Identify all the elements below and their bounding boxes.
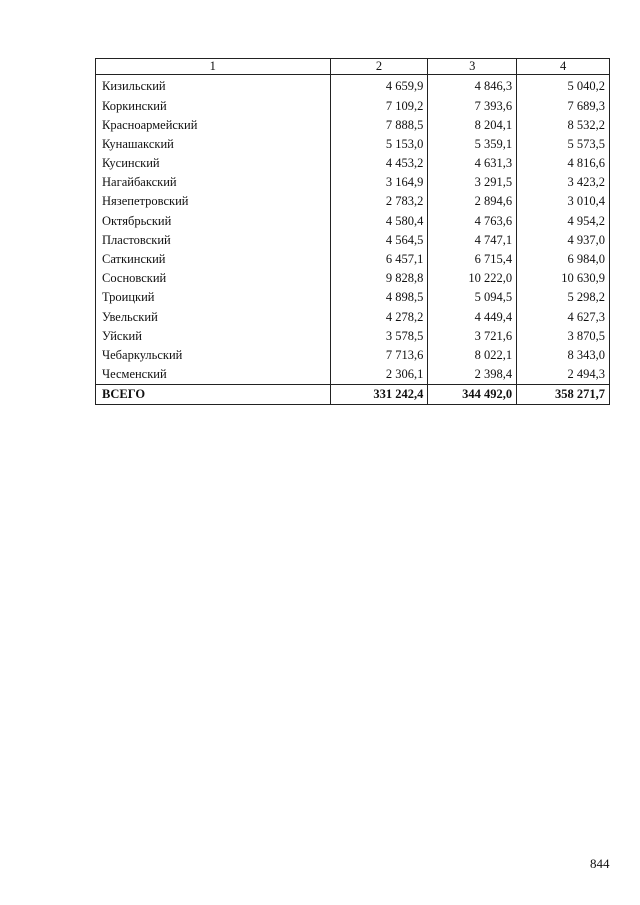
district-name-cell: Красноармейский [96,115,331,134]
value-col3-cell: 4 846,3 [428,75,517,97]
value-col3-cell: 4 747,1 [428,231,517,250]
table-row [96,250,610,269]
district-name-cell: Саткинский [96,250,331,269]
value-col2-cell: 4 453,2 [330,154,428,173]
value-col4-cell: 4 816,6 [517,154,610,173]
district-name-cell: Пластовский [96,231,331,250]
value-col4-cell: 4 937,0 [517,231,610,250]
total-row [96,385,610,405]
column-header-4: 4 [517,59,610,75]
value-col4-cell: 5 298,2 [517,288,610,307]
total-col2-cell: 331 242,4 [330,385,428,405]
table-row [96,288,610,307]
value-col3-cell: 4 631,3 [428,154,517,173]
table-row [96,173,610,192]
value-col3-cell: 3 721,6 [428,326,517,345]
value-col3-cell: 2 398,4 [428,365,517,385]
district-name-cell: Сосновский [96,269,331,288]
value-col3-cell: 7 393,6 [428,96,517,115]
value-col2-cell: 5 153,0 [330,135,428,154]
value-col2-cell: 9 828,8 [330,269,428,288]
table-row [96,346,610,365]
total-col3-cell: 344 492,0 [428,385,517,405]
value-col2-cell: 6 457,1 [330,250,428,269]
district-name-cell: Чесменский [96,365,331,385]
value-col3-cell: 5 359,1 [428,135,517,154]
value-col2-cell: 4 564,5 [330,231,428,250]
district-name-cell: Коркинский [96,96,331,115]
district-name-cell: Октябрьский [96,211,331,230]
value-col2-cell: 2 783,2 [330,192,428,211]
value-col3-cell: 4 449,4 [428,307,517,326]
value-col2-cell: 3 578,5 [330,326,428,345]
value-col3-cell: 4 763,6 [428,211,517,230]
value-col3-cell: 8 204,1 [428,115,517,134]
value-col4-cell: 5 040,2 [517,75,610,97]
district-name-cell: Уйский [96,326,331,345]
value-col4-cell: 4 627,3 [517,307,610,326]
value-col3-cell: 8 022,1 [428,346,517,365]
district-name-cell: Троицкий [96,288,331,307]
value-col4-cell: 2 494,3 [517,365,610,385]
value-col3-cell: 10 222,0 [428,269,517,288]
page-number: 844 [590,856,610,871]
value-col4-cell: 10 630,9 [517,269,610,288]
district-name-cell: Кунашакский [96,135,331,154]
value-col2-cell: 4 898,5 [330,288,428,307]
table-row [96,231,610,250]
table-row [96,75,610,97]
table-row [96,326,610,345]
column-header-3: 3 [428,59,517,75]
value-col2-cell: 4 580,4 [330,211,428,230]
value-col2-cell: 3 164,9 [330,173,428,192]
value-col4-cell: 3 423,2 [517,173,610,192]
column-header-2: 2 [330,59,428,75]
table-row [96,307,610,326]
district-name-cell: Кусинский [96,154,331,173]
header-row [96,59,610,75]
table-body [96,75,610,405]
value-col2-cell: 2 306,1 [330,365,428,385]
value-col2-cell: 7 888,5 [330,115,428,134]
district-name-cell: Чебаркульский [96,346,331,365]
table-row [96,192,610,211]
value-col4-cell: 8 343,0 [517,346,610,365]
table-row [96,115,610,134]
value-col4-cell: 7 689,3 [517,96,610,115]
value-col3-cell: 5 094,5 [428,288,517,307]
value-col4-cell: 5 573,5 [517,135,610,154]
value-col2-cell: 7 713,6 [330,346,428,365]
table-row [96,269,610,288]
value-col2-cell: 4 659,9 [330,75,428,97]
value-col4-cell: 6 984,0 [517,250,610,269]
district-name-cell: Кизильский [96,75,331,97]
table-header [96,59,610,75]
total-label-cell: ВСЕГО [96,385,331,405]
value-col4-cell: 8 532,2 [517,115,610,134]
district-name-cell: Нагайбакский [96,173,331,192]
table-row [96,154,610,173]
value-col4-cell: 4 954,2 [517,211,610,230]
district-name-cell: Нязепетровский [96,192,331,211]
table-row [96,135,610,154]
value-col4-cell: 3 010,4 [517,192,610,211]
value-col4-cell: 3 870,5 [517,326,610,345]
value-col2-cell: 4 278,2 [330,307,428,326]
table-row [96,365,610,385]
total-col4-cell: 358 271,7 [517,385,610,405]
table-row [96,96,610,115]
data-table [95,58,610,405]
value-col3-cell: 6 715,4 [428,250,517,269]
value-col3-cell: 2 894,6 [428,192,517,211]
value-col2-cell: 7 109,2 [330,96,428,115]
value-col3-cell: 3 291,5 [428,173,517,192]
table-row [96,211,610,230]
district-name-cell: Увельский [96,307,331,326]
column-header-1: 1 [96,59,331,75]
